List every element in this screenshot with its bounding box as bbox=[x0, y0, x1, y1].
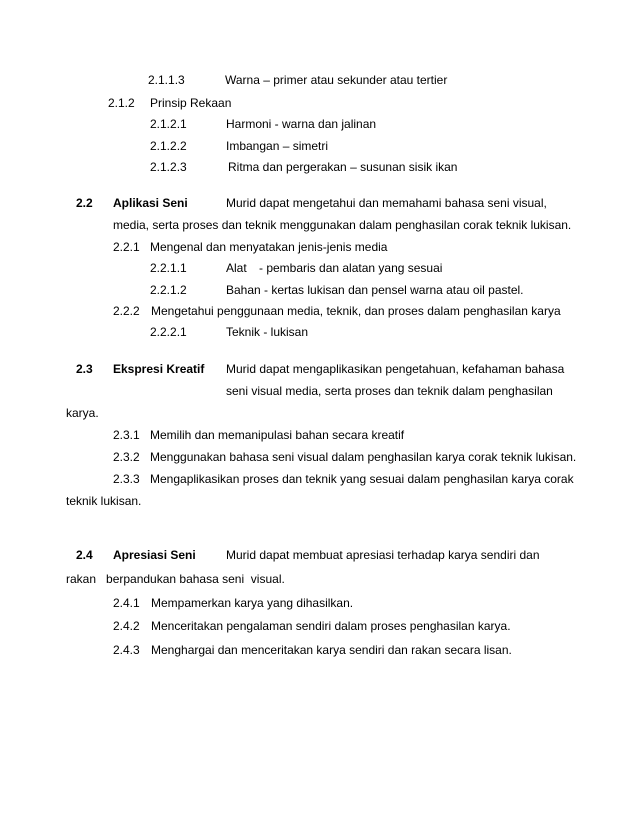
section-description: Murid dapat mengetahui dan memahami bahasa seni visual, bbox=[226, 196, 547, 210]
item-number: 2.4.3 bbox=[113, 643, 140, 657]
item-number: 2.1.2.1 bbox=[150, 117, 187, 131]
section-description: karya. bbox=[66, 406, 99, 420]
item-text: Memilih dan memanipulasi bahan secara kreatif bbox=[150, 428, 405, 442]
item-number: 2.2.1.1 bbox=[150, 261, 187, 275]
item-number: 2.3.2 bbox=[113, 450, 140, 464]
section-description: rakan berpandukan bahasa seni visual. bbox=[66, 572, 285, 586]
item-text: Warna – primer atau sekunder atau tertier bbox=[225, 73, 448, 87]
item-text: Ritma dan pergerakan – susunan sisik ikan bbox=[228, 160, 458, 174]
item-text: Harmoni - warna dan jalinan bbox=[226, 117, 377, 131]
section-number: 2.3 bbox=[76, 362, 93, 376]
item-number: 2.3.1 bbox=[113, 428, 140, 442]
section-description: media, serta proses dan teknik menggunakan dalam penghasilan corak teknik lukisan. bbox=[113, 218, 572, 232]
item-text: Menghargai dan menceritakan karya sendiri dan rakan secara lisan. bbox=[151, 643, 512, 657]
section-description: Murid dapat mengaplikasikan pengetahuan, kefahaman bahasa bbox=[226, 362, 565, 376]
item-text: teknik lukisan. bbox=[66, 494, 142, 508]
item-text: Mengenal dan menyatakan jenis-jenis media bbox=[150, 240, 388, 254]
item-text: Mempamerkan karya yang dihasilkan. bbox=[151, 596, 354, 610]
section-title: Apresiasi Seni bbox=[113, 548, 196, 562]
item-text: Imbangan – simetri bbox=[226, 139, 329, 153]
section-number: 2.2 bbox=[76, 196, 93, 210]
section-title: Ekspresi Kreatif bbox=[113, 362, 205, 376]
item-text: Mengetahui penggunaan media, teknik, dan proses dalam penghasilan karya bbox=[151, 304, 561, 318]
item-number: 2.2.1.2 bbox=[150, 283, 187, 297]
item-text: Prinsip Rekaan bbox=[150, 96, 232, 110]
item-number: 2.2.2 bbox=[113, 304, 140, 318]
section-number: 2.4 bbox=[76, 548, 93, 562]
item-number: 2.4.2 bbox=[113, 619, 140, 633]
item-label: Alat bbox=[226, 261, 247, 275]
item-number: 2.2.2.1 bbox=[150, 325, 187, 339]
item-number: 2.1.2 bbox=[108, 96, 135, 110]
item-text: - pembaris dan alatan yang sesuai bbox=[259, 261, 443, 275]
section-description: Murid dapat membuat apresiasi terhadap karya sendiri dan bbox=[226, 548, 540, 562]
item-text: Mengaplikasikan proses dan teknik yang sesuai dalam penghasilan karya corak bbox=[150, 472, 574, 486]
item-number: 2.2.1 bbox=[113, 240, 140, 254]
item-text: Bahan - kertas lukisan dan pensel warna atau oil pastel. bbox=[226, 283, 524, 297]
item-text: Menceritakan pengalaman sendiri dalam proses penghasilan karya. bbox=[151, 619, 511, 633]
item-number: 2.4.1 bbox=[113, 596, 140, 610]
item-number: 2.1.2.2 bbox=[150, 139, 187, 153]
item-number: 2.3.3 bbox=[113, 472, 140, 486]
item-number: 2.1.2.3 bbox=[150, 160, 187, 174]
section-title: Aplikasi Seni bbox=[113, 196, 188, 210]
item-text: Teknik - lukisan bbox=[226, 325, 309, 339]
item-number: 2.1.1.3 bbox=[148, 73, 185, 87]
section-description: seni visual media, serta proses dan teknik dalam penghasilan bbox=[226, 384, 553, 398]
item-text: Menggunakan bahasa seni visual dalam penghasilan karya corak teknik lukisan. bbox=[150, 450, 577, 464]
